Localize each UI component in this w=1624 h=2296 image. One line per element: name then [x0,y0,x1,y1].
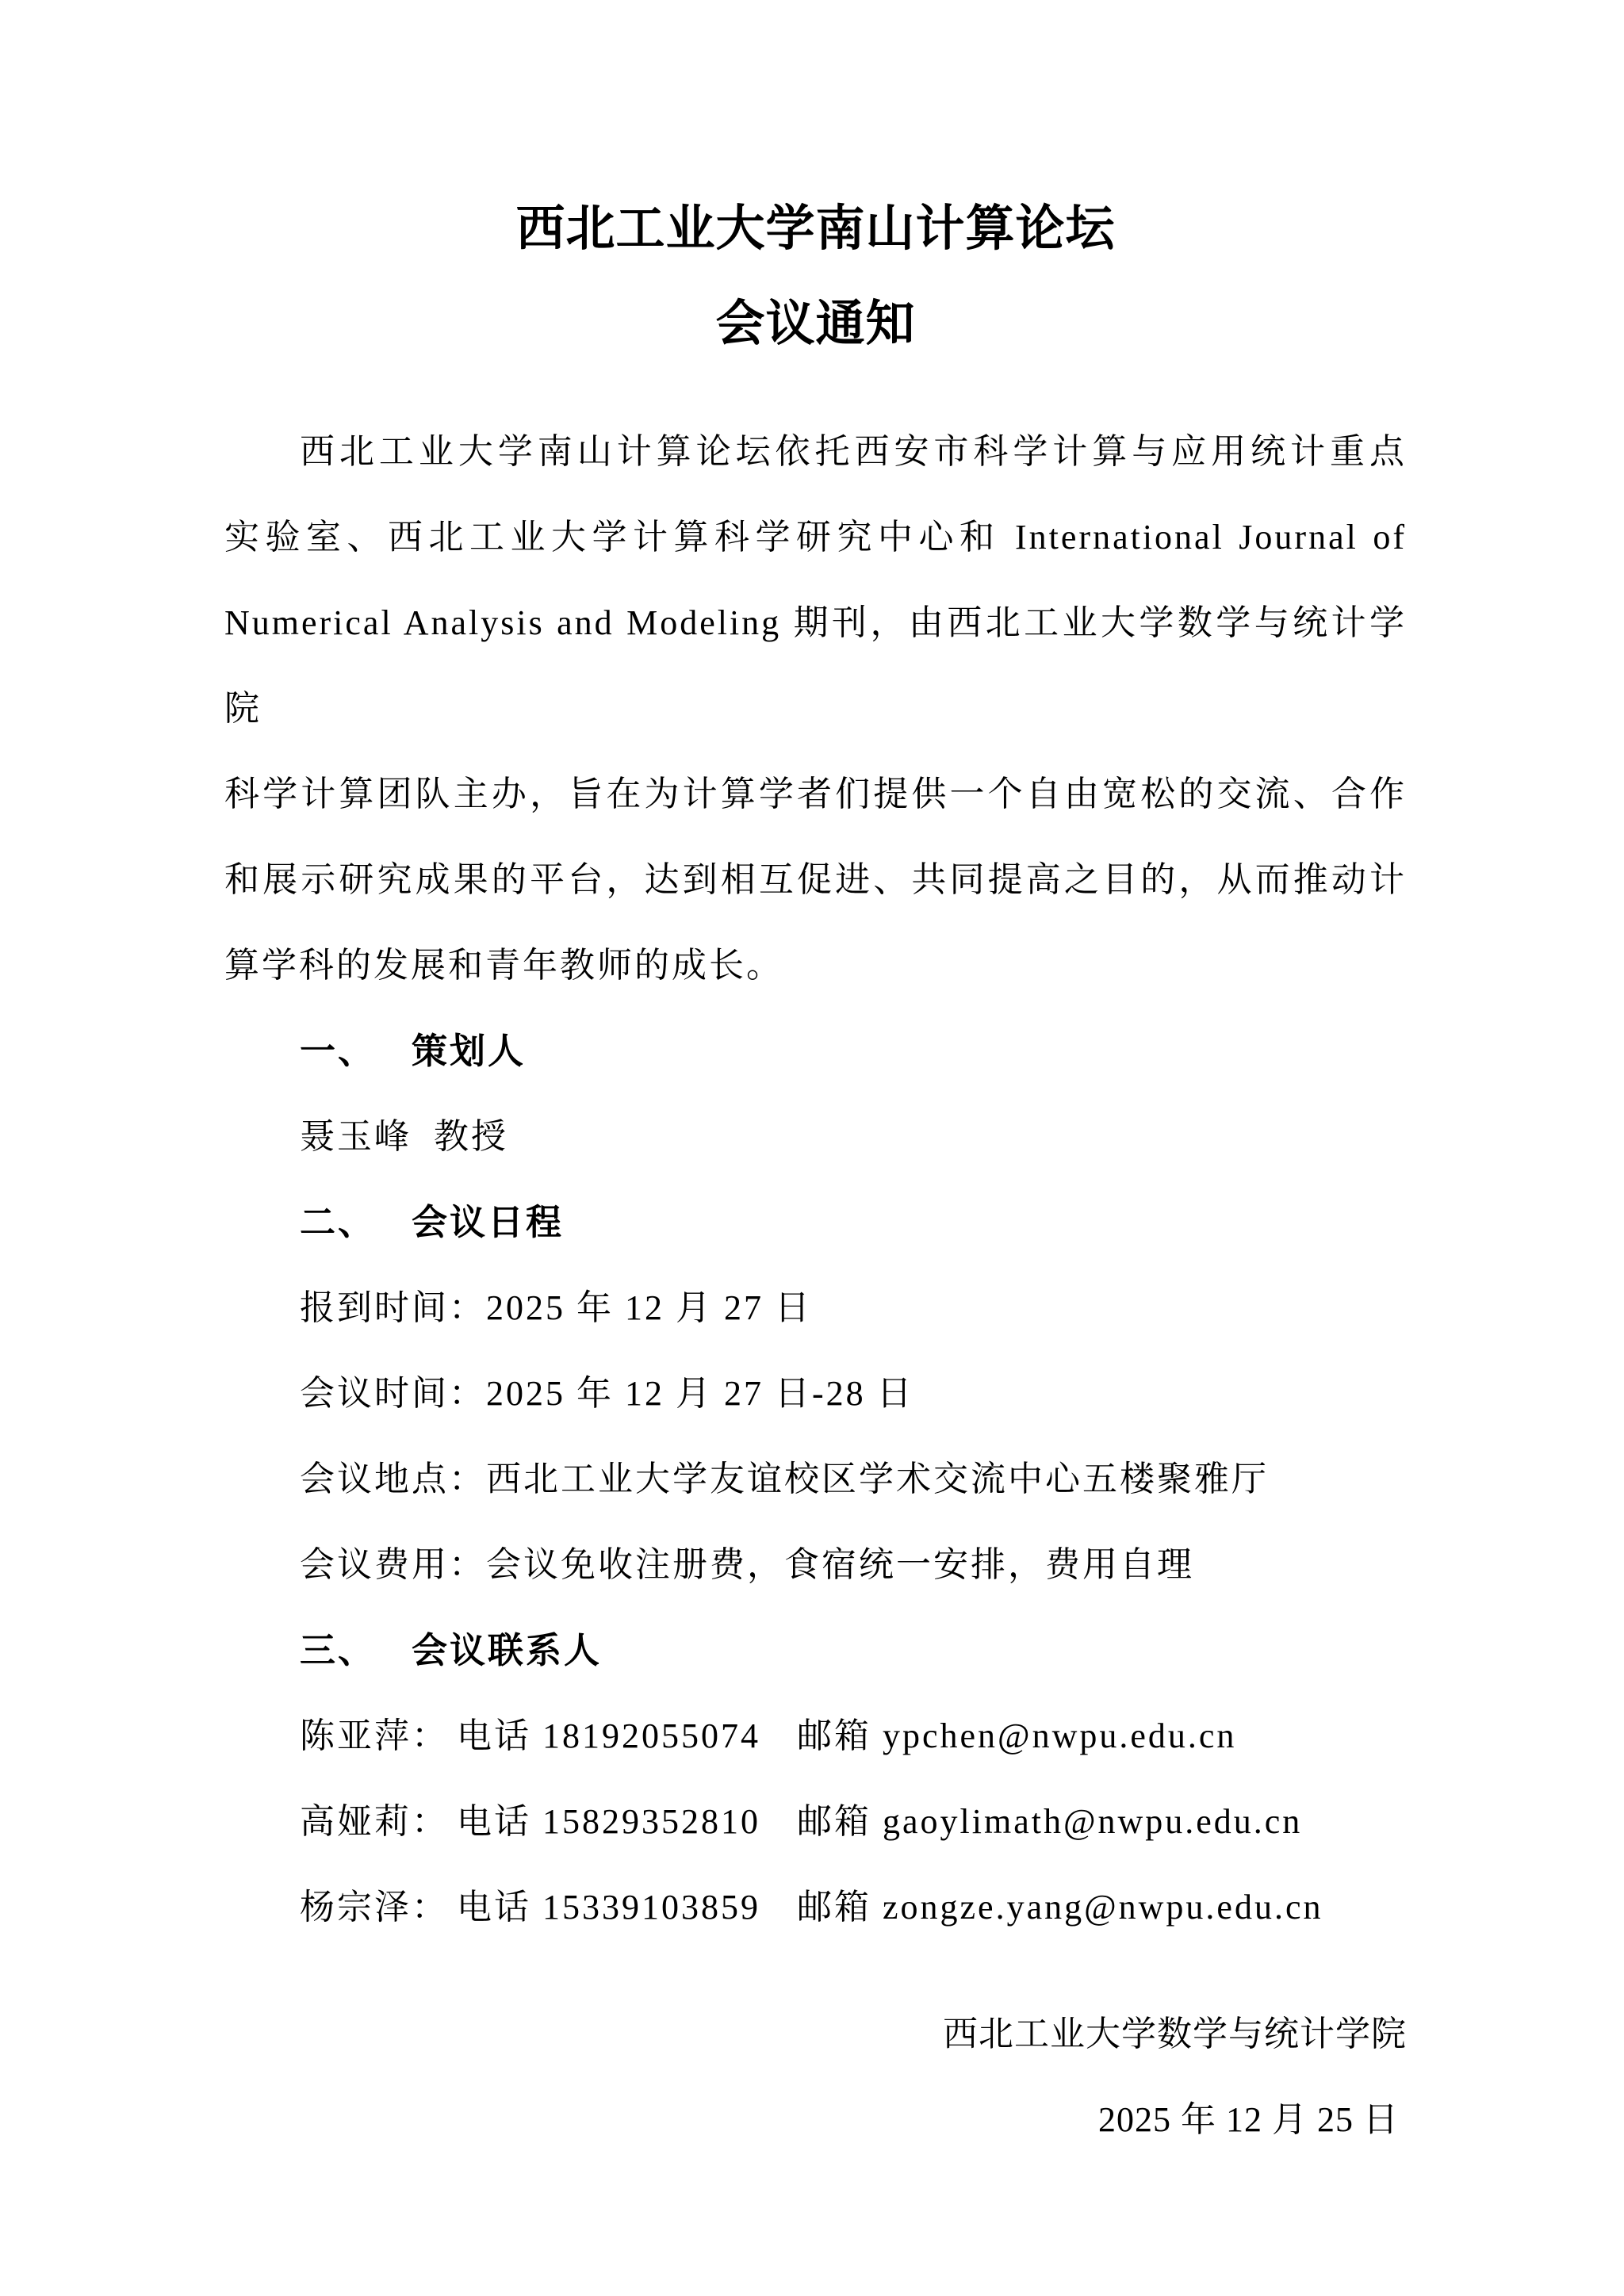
section-heading-label: 策划人 [412,1031,527,1071]
schedule-item-venue [224,1437,1407,1522]
footer-organization: 西北工业大学数学与统计学院 [943,2015,1407,2053]
contact-name: 杨宗泽： [300,1888,449,1927]
schedule-value: 会议免收注册费，食宿统一安排，费用自理 [486,1545,1194,1584]
section-heading-schedule [224,1180,1407,1265]
planner-name: 聂玉峰 [300,1117,412,1156]
phone-label: 电话 [457,1802,531,1841]
conference-title: 西北工业大学南山计算论坛 [515,201,1116,256]
email-address: gaoylimath@nwpu.edu.cn [883,1802,1303,1841]
schedule-label: 报到时间： [300,1288,486,1327]
section-heading-planner [224,1008,1407,1094]
notice-title: 会议通知 [715,297,916,351]
schedule-label: 会议费用： [300,1545,486,1584]
schedule-value: 西北工业大学友谊校区学术交流中心五楼聚雅厅 [486,1460,1269,1498]
schedule-item-meeting-time [224,1351,1407,1437]
planner-row [224,1094,1407,1180]
contact-name: 陈亚萍： [300,1716,449,1755]
section-heading-contacts [224,1608,1407,1693]
email-address: ypchen@nwpu.edu.cn [883,1716,1237,1755]
intro-paragraph [224,409,1407,1008]
section-number: 二、 [300,1202,377,1242]
schedule-value: 2025 年 12 月 27 日 [486,1288,812,1327]
paragraph-line: 西北工业大学南山计算论坛依托西安市科学计算与应用统计重点 [300,432,1407,471]
phone-number: 15339103859 [542,1888,760,1927]
schedule-value: 2025 年 12 月 27 日-28 日 [486,1374,914,1413]
phone-number: 18192055074 [542,1716,760,1755]
contact-row [224,1865,1407,1950]
paragraph-line: 实验室、西北工业大学计算科学研究中心和 International Journal of [224,518,1407,557]
section-heading-label: 会议日程 [412,1202,565,1242]
contact-row [224,1779,1407,1865]
phone-label: 电话 [457,1716,531,1755]
email-label: 邮箱 [797,1802,871,1841]
paragraph-line: Numerical Analysis and Modeling 期刊，由西北工业大学数学与统计学院 [224,603,1407,728]
section-heading-label: 会议联系人 [412,1630,603,1670]
paragraph-line: 和展示研究成果的平台，达到相互促进、共同提高之目的，从而推动计 [224,860,1407,899]
paragraph-line: 算学科的发展和青年教师的成长。 [224,946,783,985]
schedule-item-fee [224,1522,1407,1608]
email-address: zongze.yang@nwpu.edu.cn [883,1888,1323,1927]
phone-number: 15829352810 [542,1802,760,1841]
paragraph-line: 科学计算团队主办，旨在为计算学者们提供一个自由宽松的交流、合作 [224,775,1407,813]
section-number: 一、 [300,1031,377,1071]
schedule-label: 会议时间： [300,1374,486,1413]
phone-label: 电话 [457,1888,531,1927]
schedule-label: 会议地点： [300,1460,486,1498]
contact-row [224,1693,1407,1779]
email-label: 邮箱 [797,1888,871,1927]
footer-date: 2025 年 12 月 25 日 [1098,2100,1399,2139]
contact-name: 高娅莉： [300,1802,449,1841]
email-label: 邮箱 [797,1716,871,1755]
planner-title: 教授 [434,1117,508,1156]
schedule-item-checkin [224,1265,1407,1351]
section-number: 三、 [300,1630,377,1670]
